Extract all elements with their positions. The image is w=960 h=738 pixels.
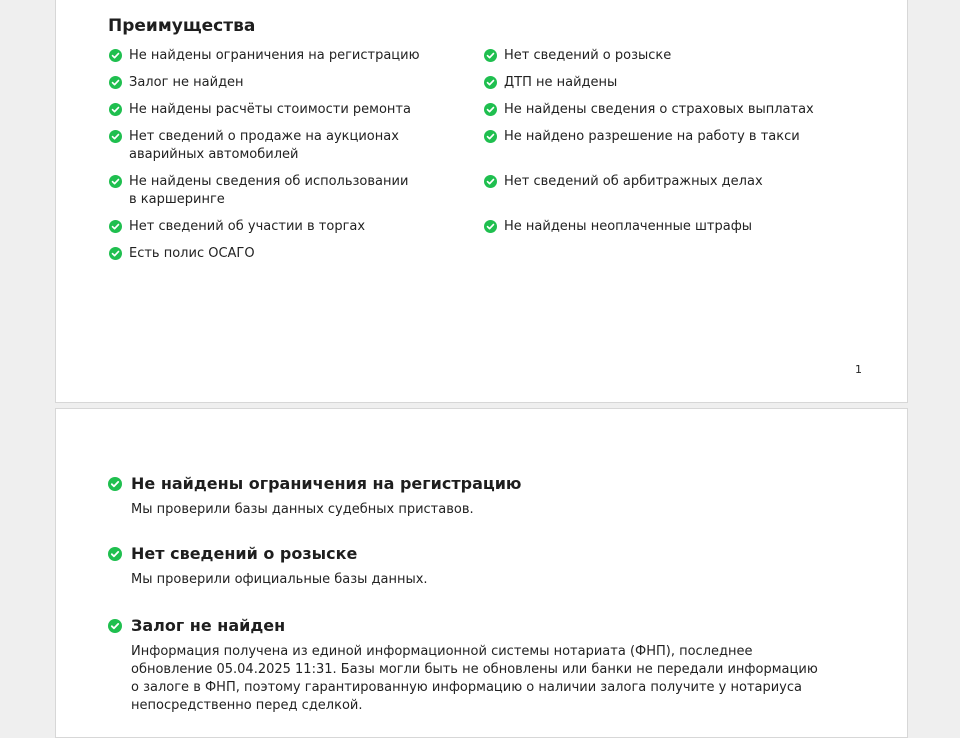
check-circle-icon	[484, 130, 497, 143]
detail-title: Залог не найден	[131, 616, 286, 635]
section-title-advantages: Преимущества	[108, 16, 256, 36]
advantage-label: Не найдены сведения об использовании в каршеринге	[129, 174, 409, 207]
advantage-item	[109, 47, 469, 65]
report-page-1	[55, 0, 908, 403]
report-page-2	[55, 408, 908, 738]
advantage-item	[484, 47, 844, 65]
advantage-label: Не найдены неоплаченные штрафы	[504, 219, 753, 234]
check-circle-icon	[484, 103, 497, 116]
check-circle-icon	[109, 175, 122, 188]
advantage-label: Залог не найден	[129, 75, 244, 90]
advantage-item	[109, 173, 469, 209]
advantage-label: Не найдены расчёты стоимости ремонта	[129, 102, 411, 117]
advantage-label: Не найдены ограничения на регистрацию	[129, 48, 420, 63]
check-circle-icon	[109, 103, 122, 116]
advantage-item	[484, 218, 844, 236]
advantage-item	[109, 218, 469, 236]
check-circle-icon	[109, 49, 122, 62]
detail-block	[108, 615, 828, 715]
advantage-item	[484, 74, 844, 92]
check-circle-icon	[109, 76, 122, 89]
advantage-item	[109, 128, 469, 164]
advantage-item	[484, 173, 844, 191]
advantage-label: Не найдены сведения о страховых выплатах	[504, 102, 814, 117]
advantage-label: Нет сведений о розыске	[504, 48, 672, 63]
advantage-label: Нет сведений об участии в торгах	[129, 219, 366, 234]
check-circle-icon	[108, 547, 122, 561]
advantage-item	[109, 245, 469, 263]
check-circle-icon	[109, 130, 122, 143]
detail-block	[108, 543, 828, 589]
advantage-item	[484, 101, 844, 119]
check-circle-icon	[108, 619, 122, 633]
advantage-item	[109, 74, 469, 92]
check-circle-icon	[484, 220, 497, 233]
detail-header	[108, 615, 828, 637]
check-circle-icon	[484, 175, 497, 188]
advantage-label: Нет сведений об арбитражных делах	[504, 174, 763, 189]
advantages-right-column	[484, 47, 844, 245]
advantage-label: ДТП не найдены	[504, 75, 618, 90]
detail-block	[108, 473, 828, 519]
check-circle-icon	[484, 76, 497, 89]
check-circle-icon	[109, 247, 122, 260]
detail-title: Нет сведений о розыске	[131, 544, 358, 563]
detail-title: Не найдены ограничения на регистрацию	[131, 474, 522, 493]
detail-text: Мы проверили официальные базы данных.	[131, 572, 428, 587]
advantage-label: Есть полис ОСАГО	[129, 246, 255, 261]
check-circle-icon	[109, 220, 122, 233]
advantage-label: Нет сведений о продаже на аукционах аварийных автомобилей	[129, 129, 399, 162]
detail-text: Мы проверили базы данных судебных приставов.	[131, 502, 474, 517]
advantages-left-column	[109, 47, 469, 272]
detail-header	[108, 473, 828, 495]
advantage-item	[109, 101, 469, 119]
detail-text: Информация получена из единой информационной системы нотариата (ФНП), последнее обновление 05.04.2025 11:31. Базы могли быть не обновлены или банки не передали информацию о залоге в ФНП, поэтому гарантированную информацию о наличии залога получите у нотариуса непосредственно перед сделкой.	[131, 644, 818, 713]
check-circle-icon	[108, 477, 122, 491]
check-circle-icon	[484, 49, 497, 62]
advantage-item	[484, 128, 844, 146]
page-number: 1	[855, 363, 862, 376]
detail-header	[108, 543, 828, 565]
advantage-label: Не найдено разрешение на работу в такси	[504, 129, 800, 144]
